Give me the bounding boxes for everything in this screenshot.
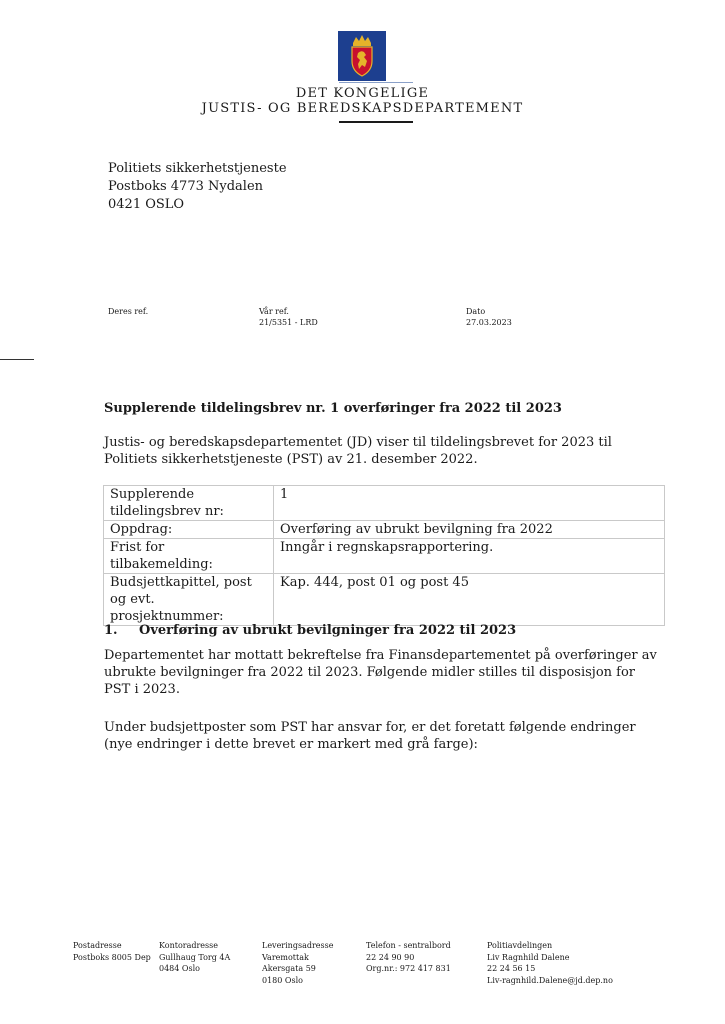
section-number: 1. (104, 623, 118, 638)
coat-of-arms-emblem (338, 31, 386, 81)
table-label-cell: Budsjettkapittel, post og evt. prosjektnummer: (104, 574, 274, 626)
footer-line: Akersgata 59 (262, 964, 316, 973)
fold-mark (0, 359, 34, 360)
header-rule-bottom (339, 121, 413, 123)
deres-ref (108, 306, 148, 317)
table-label-cell: Supplerende tildelingsbrev nr: (104, 486, 274, 521)
var-ref (259, 306, 318, 328)
footer-line: Varemottak (262, 952, 309, 962)
footer-avdeling (487, 940, 613, 986)
assignment-table (103, 485, 665, 626)
section-heading-text: Overføring av ubrukt bevilgninger fra 2022 til 2023 (139, 623, 517, 638)
intro-paragraph: Justis- og beredskapsdepartementet (JD) viser til tildelingsbrevet for 2023 til Politiets sikkerhetstjeneste (PST) av 21. desember 2022. (104, 435, 612, 467)
footer-line: 0180 Oslo (262, 975, 303, 985)
footer-label: Kontoradresse (159, 941, 218, 950)
footer-label: Politiavdelingen (487, 941, 553, 950)
footer-line: Gullhaug Torg 4A (159, 952, 231, 962)
section-paragraph-1: Departementet har mottatt bekreftelse fra Finansdepartementet på overføringer av ubrukte bevilgninger fra 2022 til 2023. Følgende midler stilles til disposisjon for PST i 2023. (104, 648, 657, 697)
footer-line: Org.nr.: 972 417 831 (366, 964, 451, 973)
dato-value: 27.03.2023 (466, 318, 512, 327)
footer-line: 22 24 90 90 (366, 952, 415, 962)
header-line-1: DET KONGELIGE (295, 86, 430, 101)
footer-kontoradresse (159, 940, 230, 975)
table-row (104, 521, 665, 539)
table-label-cell: Frist for tilbakemelding: (104, 539, 274, 574)
table-label-cell: Oppdrag: (104, 521, 274, 539)
table-row (104, 574, 665, 626)
footer-leveringsadresse (262, 940, 333, 986)
letter-title: Supplerende tildelingsbrev nr. 1 overføringer fra 2022 til 2023 (104, 401, 562, 416)
footer-label: Postadresse (73, 941, 122, 950)
recipient-line: Politiets sikkerhetstjeneste (108, 161, 287, 176)
table-value-cell: Kap. 444, post 01 og post 45 (274, 574, 665, 626)
footer-label: Telefon - sentralbord (366, 941, 451, 950)
footer-label: Leveringsadresse (262, 941, 334, 950)
footer-postadresse (73, 940, 151, 963)
footer-email-link[interactable]: Liv-ragnhild.Dalene@jd.dep.no (487, 975, 613, 985)
table-value-cell: Inngår i regnskapsrapportering. (274, 539, 665, 574)
dato-label: Dato (466, 307, 486, 316)
footer-line: Liv Ragnhild Dalene (487, 952, 570, 962)
recipient-line: Postboks 4773 Nydalen (108, 179, 264, 194)
header-rule-top (339, 82, 413, 83)
table-value-cell: Overføring av ubrukt bevilgning fra 2022 (274, 521, 665, 539)
table-row (104, 486, 665, 521)
header-line-2: JUSTIS- OG BEREDSKAPSDEPARTEMENT (201, 101, 524, 116)
footer-telefon (366, 940, 451, 975)
recipient-address (108, 160, 287, 214)
section-heading (104, 623, 516, 638)
table-value-cell: 1 (274, 486, 665, 521)
table-row (104, 539, 665, 574)
dato (466, 306, 512, 328)
recipient-line: 0421 OSLO (108, 197, 185, 212)
var-ref-label: Vår ref. (259, 307, 289, 316)
var-ref-value: 21/5351 - LRD (259, 318, 318, 327)
section-paragraph-2: Under budsjettposter som PST har ansvar for, er det foretatt følgende endringer (nye endringer i dette brevet er markert med grå farge): (104, 720, 636, 752)
footer-line: 22 24 56 15 (487, 964, 536, 973)
deres-ref-label: Deres ref. (108, 307, 149, 316)
footer-line: 0484 Oslo (159, 964, 200, 973)
footer-line: Postboks 8005 Dep (73, 952, 151, 962)
